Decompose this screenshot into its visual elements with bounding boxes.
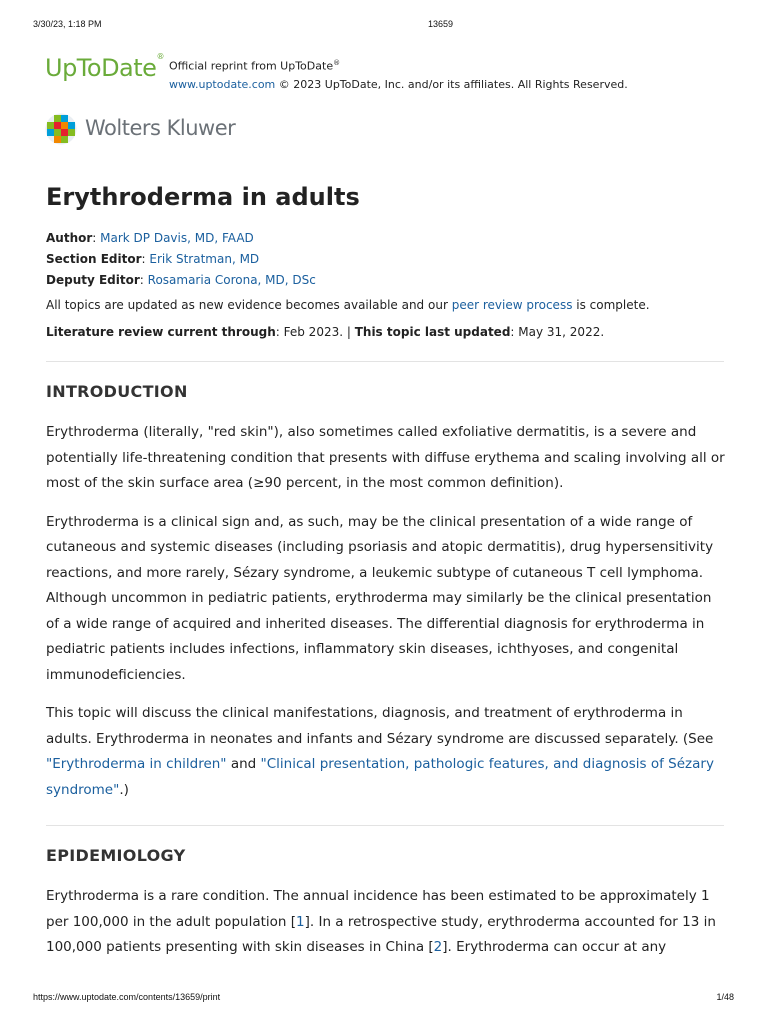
- section-heading-introduction: INTRODUCTION: [46, 382, 188, 401]
- peer-review-link[interactable]: peer review process: [451, 298, 573, 312]
- uptodate-logo-text: UpToDate: [45, 54, 157, 82]
- print-header: [0, 19, 768, 31]
- uptodate-logo-mark: ®: [156, 52, 164, 61]
- reference-link-1[interactable]: 1: [296, 913, 305, 930]
- wolters-kluwer-mark-icon: [45, 113, 77, 145]
- section-divider: [46, 825, 724, 826]
- deputy-editor-label: Deputy Editor: [46, 273, 140, 287]
- sezary-syndrome-link[interactable]: "Clinical presentation, pathologic features, and diagnosis of Sézary syndrome": [46, 756, 714, 798]
- print-doc-id: 13659: [428, 19, 454, 29]
- article-content: [46, 180, 726, 961]
- print-page-number: 1/48: [716, 992, 734, 1002]
- last-updated-value: : May 31, 2022.: [510, 325, 605, 339]
- reprint-line: Official reprint from UpToDate: [169, 59, 334, 73]
- uptodate-url-link[interactable]: www.uptodate.com: [169, 77, 276, 91]
- reprint-mark: ®: [333, 59, 341, 67]
- intro-paragraph-3: [46, 701, 726, 803]
- update-note-post: is complete.: [576, 298, 650, 312]
- epidemiology-paragraph-1: [46, 884, 726, 961]
- epi-p1-c: ]. Erythroderma can occur at any: [442, 939, 667, 955]
- section-divider: [46, 361, 724, 362]
- intro-p3-post: .): [119, 781, 129, 798]
- section-editor-label: Section Editor: [46, 252, 142, 266]
- intro-p3-pre: This topic will discuss the clinical manifestations, diagnosis, and treatment of erythroderma in adults. Erythroderma in neonates and infants and Sézary syndrome are discussed separately. (See: [46, 705, 714, 747]
- section-editor-link[interactable]: Erik Stratman, MD: [149, 252, 260, 266]
- author-label: Author: [46, 231, 93, 245]
- section-heading-epidemiology: EPIDEMIOLOGY: [46, 846, 186, 865]
- erythroderma-children-link[interactable]: "Erythroderma in children": [46, 756, 227, 772]
- wolters-kluwer-logo: [45, 113, 245, 147]
- lit-review-label: Literature review current through: [46, 325, 276, 339]
- last-updated-label: This topic last updated: [354, 325, 511, 339]
- reference-link-2[interactable]: 2: [433, 939, 443, 955]
- author-line: Author: Mark DP Davis, MD, FAAD: [46, 231, 254, 245]
- print-footer: [0, 992, 768, 1004]
- brand-row: [45, 54, 735, 94]
- deputy-editor-line: Deputy Editor: Rosamaria Corona, MD, DSc: [46, 273, 316, 287]
- copyright-text: © 2023 UpToDate, Inc. and/or its affiliates. All Rights Reserved.: [278, 77, 628, 91]
- epi-p1-a: Erythroderma is a rare condition. The annual incidence has been estimated to be approximately 1 per 100,000 in the adult population [: [46, 888, 710, 930]
- deputy-editor-link[interactable]: Rosamaria Corona, MD, DSc: [147, 273, 316, 287]
- uptodate-logo[interactable]: [45, 54, 164, 82]
- intro-p3-mid: and: [226, 756, 261, 772]
- article-title: Erythroderma in adults: [46, 183, 360, 211]
- update-note-pre: All topics are updated as new evidence becomes available and our: [46, 298, 448, 312]
- article-credits: [46, 228, 726, 291]
- intro-paragraph-2: Erythroderma is a clinical sign and, as such, may be the clinical presentation of a wide range of cutaneous and systemic diseases (including psoriasis and atopic dermatitis), drug hypersensitivity reactions, and more rarely, Sézary syndrome, a leukemic subtype of cutaneous T cell lymphoma. Although uncommon in pediatric patients, erythroderma may similarly be the clinical presentation of a wide range of acquired and inherited diseases. The differential diagnosis for erythroderma in pediatric patients includes infections, inflammatory skin diseases, ichthyoses, and congenital immunodeficiencies.: [46, 513, 714, 683]
- section-editor-line: Section Editor: Erik Stratman, MD: [46, 252, 260, 266]
- print-footer-url: https://www.uptodate.com/contents/13659/print: [33, 992, 221, 1002]
- update-note: [46, 295, 726, 316]
- wolters-kluwer-logo-text: Wolters Kluwer: [85, 116, 236, 140]
- reprint-notice: [169, 54, 628, 94]
- epi-p1-b: ]. In a retrospective study, erythroderma accounted for 13 in 100,000 patients presenting with skin diseases in China [: [46, 913, 716, 955]
- lit-review-value: : Feb 2023. |: [275, 325, 355, 339]
- review-dates: [46, 322, 726, 343]
- print-datetime: 3/30/23, 1:18 PM: [33, 19, 102, 29]
- author-link[interactable]: Mark DP Davis, MD, FAAD: [100, 231, 254, 245]
- intro-paragraph-1: Erythroderma (literally, "red skin"), also sometimes called exfoliative dermatitis, is a severe and potentially life-threatening condition that presents with diffuse erythema and scaling involving all or most of the skin surface area (≥90 percent, in the most common definition).: [46, 424, 725, 491]
